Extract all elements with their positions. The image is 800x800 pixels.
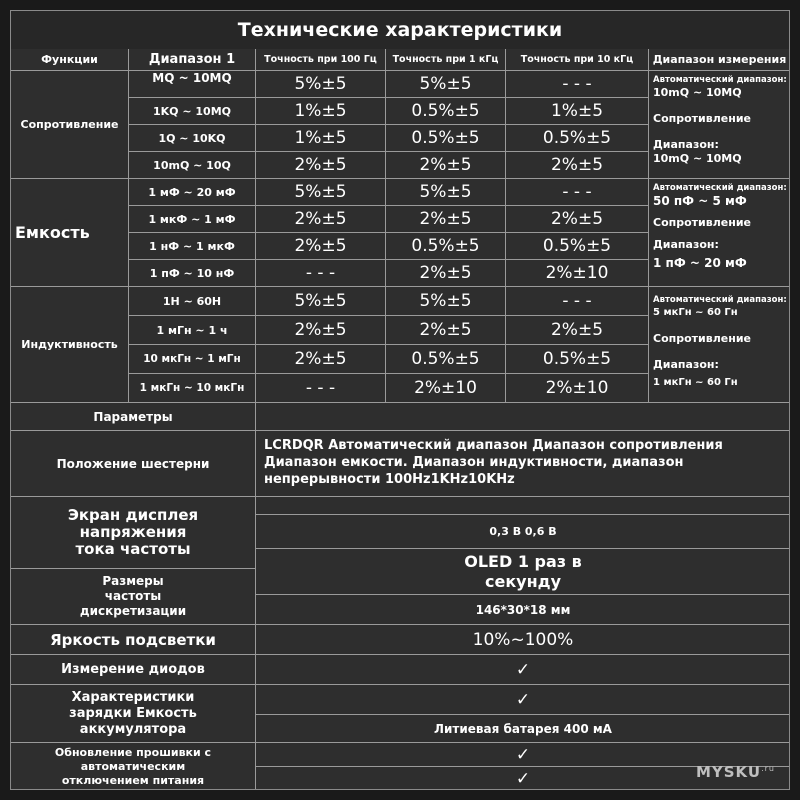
meas-sub-label: Сопротивление (653, 332, 751, 345)
meas-diap-value: 10mQ ~ 10MQ (653, 152, 742, 165)
charge-check-icon: ✓ (256, 685, 790, 715)
range-cell: 1 пФ ~ 10 нФ (129, 260, 256, 287)
meas-auto-value: 10mQ ~ 10MQ (653, 86, 742, 99)
oled-value: OLED 1 раз в секунду (256, 549, 790, 595)
params-value (256, 403, 790, 431)
range-cell: 1Q ~ 10KQ (129, 125, 256, 152)
meas-auto-label: Автоматический диапазон: (653, 183, 787, 193)
acc-cell: - - - (506, 287, 649, 316)
size-label: Размеры частоты дискретизации (11, 569, 256, 625)
range-cell: 10 мкГн ~ 1 мГн (129, 345, 256, 374)
acc-cell: 2%±5 (256, 206, 386, 233)
meas-range-resistance (649, 71, 790, 179)
acc-cell: 0.5%±5 (386, 233, 506, 260)
acc-cell: 1%±5 (256, 125, 386, 152)
group-resistance: Сопротивление (11, 71, 129, 179)
acc-cell: 5%±5 (386, 179, 506, 206)
meas-auto-label: Автоматический диапазон: (653, 295, 787, 305)
params-label: Параметры (11, 403, 256, 431)
acc-cell: 0.5%±5 (506, 345, 649, 374)
range-cell: 1 нФ ~ 1 мкФ (129, 233, 256, 260)
acc-cell: - - - (256, 260, 386, 287)
charge-label: Характеристики зарядки Емкость аккумулятора (11, 685, 256, 743)
diode-check-icon: ✓ (256, 655, 790, 685)
meas-auto-value: 5 мкГн ~ 60 Гн (653, 307, 738, 318)
acc-cell: - - - (256, 374, 386, 403)
meas-auto-label: Автоматический диапазон: (653, 75, 787, 85)
range-cell: 1 мФ ~ 20 мФ (129, 179, 256, 206)
acc-cell: 0.5%±5 (506, 125, 649, 152)
voltage-value: 0,3 В 0,6 В (256, 515, 790, 549)
acc-cell: 1%±5 (256, 98, 386, 125)
watermark-suffix: .ru (761, 764, 775, 773)
acc-cell: 2%±5 (386, 316, 506, 345)
header-acc-100hz: Точность при 100 Гц (256, 49, 386, 71)
range-cell: 10mQ ~ 10Q (129, 152, 256, 179)
screen-blank (256, 497, 790, 515)
acc-cell: 2%±5 (506, 316, 649, 345)
meas-sub-label: Сопротивление (653, 112, 751, 125)
header-meas-range: Диапазон измерения (649, 49, 790, 71)
acc-cell: 2%±5 (386, 206, 506, 233)
acc-cell: - - - (506, 179, 649, 206)
acc-cell: 5%±5 (386, 287, 506, 316)
acc-cell: 0.5%±5 (386, 125, 506, 152)
meas-range-inductance (649, 287, 790, 403)
range-cell: 1 мкФ ~ 1 мФ (129, 206, 256, 233)
spec-table-frame (10, 10, 790, 790)
acc-cell: 5%±5 (256, 179, 386, 206)
range-cell: 1KQ ~ 10MQ (129, 98, 256, 125)
meas-auto-value: 50 пФ ~ 5 мФ (653, 194, 747, 208)
acc-cell: 0.5%±5 (506, 233, 649, 260)
diode-label: Измерение диодов (11, 655, 256, 685)
range-cell: MQ ~ 10MQ (129, 71, 256, 98)
fw-label: Обновление прошивки с автоматическим отключением питания (11, 743, 256, 790)
header-acc-10khz: Точность при 10 кГц (506, 49, 649, 71)
header-acc-1khz: Точность при 1 кГц (386, 49, 506, 71)
acc-cell: 2%±5 (506, 152, 649, 179)
battery-value: Литиевая батарея 400 мА (256, 715, 790, 743)
group-capacitance: Емкость (11, 179, 129, 287)
range-cell: 1 мкГн ~ 10 мкГн (129, 374, 256, 403)
acc-cell: 0.5%±5 (386, 98, 506, 125)
gear-label: Положение шестерни (11, 431, 256, 497)
meas-sub-label: Сопротивление (653, 216, 751, 229)
acc-cell: 2%±5 (256, 152, 386, 179)
acc-cell: 2%±5 (256, 233, 386, 260)
acc-cell: 5%±5 (386, 71, 506, 98)
fw-check-icon: ✓ (256, 743, 790, 767)
acc-cell: 5%±5 (256, 287, 386, 316)
acc-cell: 2%±5 (386, 152, 506, 179)
acc-cell: 2%±5 (256, 345, 386, 374)
meas-diap-label: Диапазон: (653, 238, 719, 251)
page-title: Технические характеристики (11, 11, 789, 49)
header-functions: Функции (11, 49, 129, 71)
range-cell: 1 мГн ~ 1 ч (129, 316, 256, 345)
spec-grid (11, 49, 790, 790)
acc-cell: 1%±5 (506, 98, 649, 125)
acc-cell: 2%±5 (256, 316, 386, 345)
bright-value: 10%~100% (256, 625, 790, 655)
acc-cell: 2%±10 (386, 374, 506, 403)
meas-diap-label: Диапазон: (653, 138, 719, 151)
size-value: 146*30*18 мм (256, 595, 790, 625)
header-range1: Диапазон 1 (129, 49, 256, 71)
acc-cell: 2%±10 (506, 374, 649, 403)
gear-value: LCRDQR Автоматический диапазон Диапазон сопротивления Диапазон емкости. Диапазон индуктивности, диапазон непрерывности 100Hz1KHz10KHz (256, 431, 790, 497)
acc-cell: - - - (506, 71, 649, 98)
bright-label: Яркость подсветки (11, 625, 256, 655)
meas-diap-label: Диапазон: (653, 358, 719, 371)
watermark-text: MYSKU (695, 763, 762, 781)
fw-check-icon: ✓ (256, 767, 790, 790)
meas-diap-value: 1 пФ ~ 20 мФ (653, 256, 747, 270)
acc-cell: 2%±5 (506, 206, 649, 233)
screen-label: Экран дисплея напряжения тока частоты (11, 497, 256, 569)
acc-cell: 2%±5 (386, 260, 506, 287)
acc-cell: 2%±10 (506, 260, 649, 287)
group-inductance: Индуктивность (11, 287, 129, 403)
range-cell: 1Н ~ 60Н (129, 287, 256, 316)
watermark-logo (696, 763, 775, 781)
meas-range-capacitance (649, 179, 790, 287)
acc-cell: 5%±5 (256, 71, 386, 98)
acc-cell: 0.5%±5 (386, 345, 506, 374)
meas-diap-value: 1 мкГн ~ 60 Гн (653, 377, 738, 388)
